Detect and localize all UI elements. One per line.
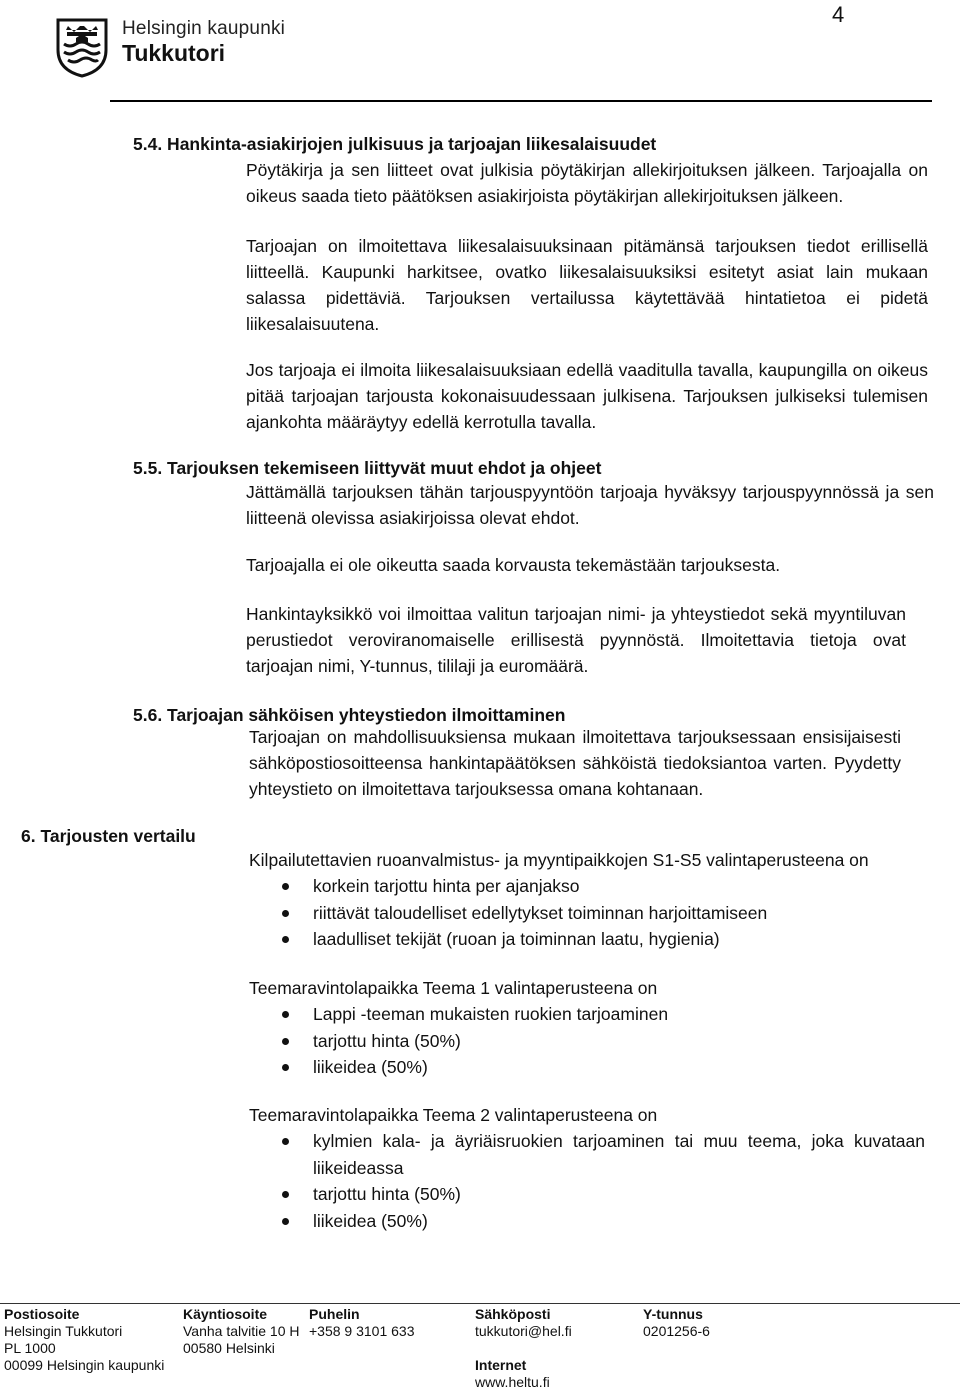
bullet-icon — [282, 1191, 289, 1198]
section-5-5-paragraph-1: Jättämällä tarjouksen tähän tarjouspyyntöön tarjoaja hyväksyy tarjouspyynnössä ja sen liitteenä olevissa asiakirjoissa olevat ehdot. — [246, 482, 934, 528]
bullet-icon — [282, 910, 289, 917]
helsinki-crest-logo — [50, 14, 114, 78]
footer-value: 00580 Helsinki — [183, 1340, 275, 1356]
bullet-icon — [282, 1064, 289, 1071]
footer-value: 0201256-6 — [643, 1323, 710, 1339]
bullet-icon — [282, 1218, 289, 1225]
section-5-4-paragraph-2: Tarjoajan on ilmoitettava liikesalaisuuksinaan pitämänsä tarjouksen tiedot erillisellä liitteellä. Kaupunki harkitsee, ovatko liikesalaisuuksiksi esitetyt asiat lain mukaan salassa pidettäviä. Tarjouksen vertailussa käytettävää hintatietoa ei pidetä liikesalaisuutena. — [246, 236, 928, 334]
section-5-6-title: 5.6. Tarjoajan sähköisen yhteystiedon ilmoittaminen — [133, 705, 566, 725]
criteria-intro: Kilpailutettavien ruoanvalmistus- ja myyntipaikkojen S1-S5 valintaperusteena on — [249, 850, 869, 870]
criteria-group-teema-2 — [249, 1102, 939, 1234]
section-5-5-paragraph-3: Hankintayksikkö voi ilmoittaa valitun tarjoajan nimi- ja yhteystiedot sekä myyntiluvan perustiedot veroviranomaiselle erillisestä pyynnöstä. Ilmoitettavia tietoja ovat tarjoajan nimi, Y-tunnus, tililaji ja euromäärä. — [246, 604, 906, 676]
list-item: liikeidea (50%) — [249, 1208, 939, 1235]
footer-value: Vanha talvitie 10 H — [183, 1323, 300, 1339]
footer-value: PL 1000 — [4, 1340, 56, 1356]
bullet-icon — [282, 883, 289, 890]
list-item: kylmien kala- ja äyriäisruokien tarjoaminen tai muu teema, joka kuvataan liikeideassa — [249, 1128, 939, 1181]
footer-email-link[interactable]: tukkutori@hel.fi — [475, 1323, 572, 1339]
section-5-4-paragraph-3: Jos tarjoaja ei ilmoita liikesalaisuuksiaan edellä vaaditulla tavalla, kaupungilla on oikeus pitää tarjoajan tarjousta kokonaisuudessaan julkisena. Tarjouksen julkiseksi tulemisen ajankohta määräytyy edellä kerrotulla tavalla. — [246, 360, 928, 432]
criteria-list — [249, 1128, 939, 1234]
list-item: Lappi -teeman mukaisten ruokien tarjoaminen — [249, 1001, 939, 1028]
footer-label: Internet — [475, 1357, 527, 1373]
criteria-intro: Teemaravintolapaikka Teema 1 valintaperusteena on — [249, 978, 658, 998]
section-5-6-paragraph-1: Tarjoajan on mahdollisuuksiensa mukaan ilmoitettava tarjouksessaan ensisijaisesti sähköpostiosoitteensa hankintapäätöksen sähköistä tiedoksiantoa varten. Pyydetty yhteystieto on ilmoitettava tarjouksessa omana kohtanaan. — [249, 727, 901, 799]
org-name: Helsingin kaupunki — [122, 18, 286, 39]
footer-label: Käyntiosoite — [183, 1306, 268, 1322]
footer-visiting-address — [183, 1306, 299, 1357]
bullet-icon — [282, 936, 289, 943]
section-5-4-title: 5.4. Hankinta-asiakirjojen julkisuus ja tarjoajan liikesalaisuudet — [133, 134, 657, 154]
unit-name: Tukkutori — [122, 40, 226, 66]
list-item: korkein tarjottu hinta per ajanjakso — [249, 873, 939, 900]
footer-label: Puhelin — [309, 1306, 360, 1322]
footer-website-link[interactable]: www.heltu.fi — [475, 1374, 550, 1390]
footer-phone — [309, 1306, 415, 1340]
criteria-list — [249, 1001, 939, 1081]
footer-label: Sähköposti — [475, 1306, 551, 1322]
list-item: liikeidea (50%) — [249, 1054, 939, 1081]
section-5-5-paragraph-2: Tarjoajalla ei ole oikeutta saada korvausta tekemästään tarjouksesta. — [246, 555, 781, 575]
footer-label: Postiosoite — [4, 1306, 80, 1322]
bullet-icon — [282, 1138, 289, 1145]
list-item: riittävät taloudelliset edellytykset toiminnan harjoittamiseen — [249, 900, 939, 927]
header-divider — [110, 100, 932, 102]
page-number: 4 — [832, 2, 845, 27]
section-5-5-title: 5.5. Tarjouksen tekemiseen liittyvät muut ehdot ja ohjeet — [133, 458, 602, 478]
footer-value: Helsingin Tukkutori — [4, 1323, 123, 1339]
footer-business-id — [643, 1306, 710, 1340]
bullet-icon — [282, 1038, 289, 1045]
criteria-group-teema-1 — [249, 975, 939, 1081]
list-item: tarjottu hinta (50%) — [249, 1181, 939, 1208]
footer-postal-address — [4, 1306, 164, 1374]
bullet-icon — [282, 1011, 289, 1018]
section-5-4-paragraph-1: Pöytäkirja ja sen liitteet ovat julkisia pöytäkirjan allekirjoituksen jälkeen. Tarjoajalla on oikeus saada tieto päätöksen asiakirjoista pöytäkirjan allekirjoituksen jälkeen. — [246, 160, 928, 206]
list-item: tarjottu hinta (50%) — [249, 1028, 939, 1055]
section-6-title: 6. Tarjousten vertailu — [21, 826, 196, 846]
footer-email — [475, 1306, 572, 1340]
footer-value: 00099 Helsingin kaupunki — [4, 1357, 165, 1373]
list-item: laadulliset tekijät (ruoan ja toiminnan laatu, hygienia) — [249, 926, 939, 953]
criteria-list — [249, 873, 939, 953]
footer-value: +358 9 3101 633 — [309, 1323, 415, 1339]
footer-label: Y-tunnus — [643, 1306, 703, 1322]
footer-internet — [475, 1357, 550, 1391]
criteria-group-s1-s5 — [249, 847, 939, 953]
criteria-intro: Teemaravintolapaikka Teema 2 valintaperusteena on — [249, 1105, 658, 1125]
footer-divider — [0, 1303, 960, 1304]
